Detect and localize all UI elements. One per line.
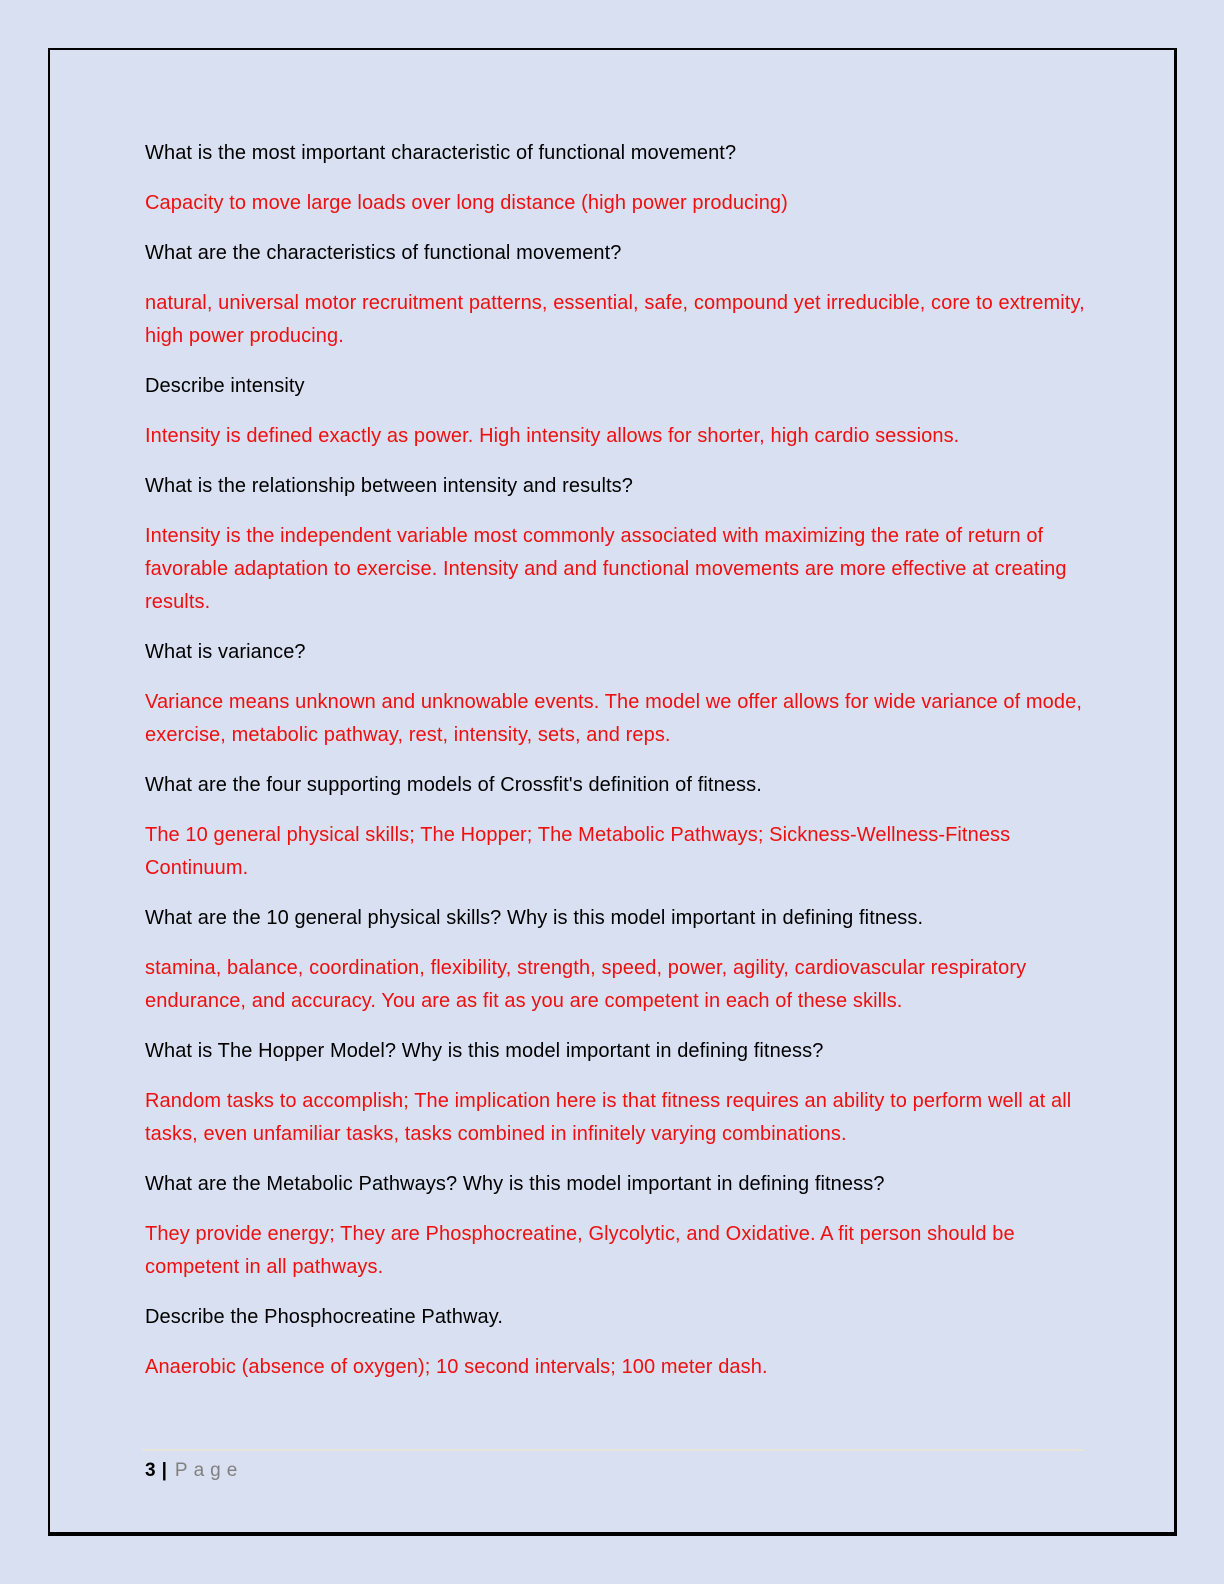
question-10: Describe the Phosphocreatine Pathway.: [145, 1306, 503, 1328]
footer-text: [142, 1460, 1084, 1482]
answer-4: Intensity is the independent variable most commonly associated with maximizing the rate of return of favorable adaptation to exercise. Intensity and and functional movements are more effective at creating results.: [145, 525, 1067, 613]
question-4: What is the relationship between intensity and results?: [145, 475, 633, 497]
answer-8: Random tasks to accomplish; The implication here is that fitness requires an ability to perform well at all tasks, even unfamiliar tasks, tasks combined in infinitely varying combinations.: [145, 1090, 1072, 1145]
document-page: [48, 48, 1177, 1536]
answer-1: Capacity to move large loads over long distance (high power producing): [145, 192, 788, 214]
answer-9: They provide energy; They are Phosphocreatine, Glycolytic, and Oxidative. A fit person should be competent in all pathways.: [145, 1223, 1015, 1278]
qa-content: [145, 137, 1085, 1401]
footer-page-label: Page: [174, 1460, 244, 1481]
answer-3: Intensity is defined exactly as power. High intensity allows for shorter, high cardio sessions.: [145, 425, 960, 447]
page-footer: [142, 1449, 1084, 1482]
answer-7: stamina, balance, coordination, flexibility, strength, speed, power, agility, cardiovascular respiratory endurance, and accuracy. You are as fit as you are competent in each of these skills.: [145, 957, 1027, 1012]
question-7: What are the 10 general physical skills? Why is this model important in defining fitness.: [145, 907, 924, 929]
question-1: What is the most important characteristic of functional movement?: [145, 142, 737, 164]
footer-separator: |: [161, 1460, 167, 1481]
question-6: What are the four supporting models of Crossfit's definition of fitness.: [145, 774, 762, 796]
footer-divider: [142, 1449, 1084, 1451]
answer-5: Variance means unknown and unknowable events. The model we offer allows for wide variance of mode, exercise, metabolic pathway, rest, intensity, sets, and reps.: [145, 691, 1082, 746]
answer-2: natural, universal motor recruitment patterns, essential, safe, compound yet irreducible, core to extremity, high power producing.: [145, 292, 1085, 347]
answer-10: Anaerobic (absence of oxygen); 10 second intervals; 100 meter dash.: [145, 1356, 768, 1378]
question-9: What are the Metabolic Pathways? Why is this model important in defining fitness?: [145, 1173, 885, 1195]
question-8: What is The Hopper Model? Why is this model important in defining fitness?: [145, 1040, 824, 1062]
question-5: What is variance?: [145, 641, 306, 663]
answer-6: The 10 general physical skills; The Hopper; The Metabolic Pathways; Sickness-Wellness-Fitness Continuum.: [145, 824, 1011, 879]
page-number: 3: [145, 1460, 156, 1481]
question-3: Describe intensity: [145, 375, 305, 397]
question-2: What are the characteristics of functional movement?: [145, 242, 622, 264]
